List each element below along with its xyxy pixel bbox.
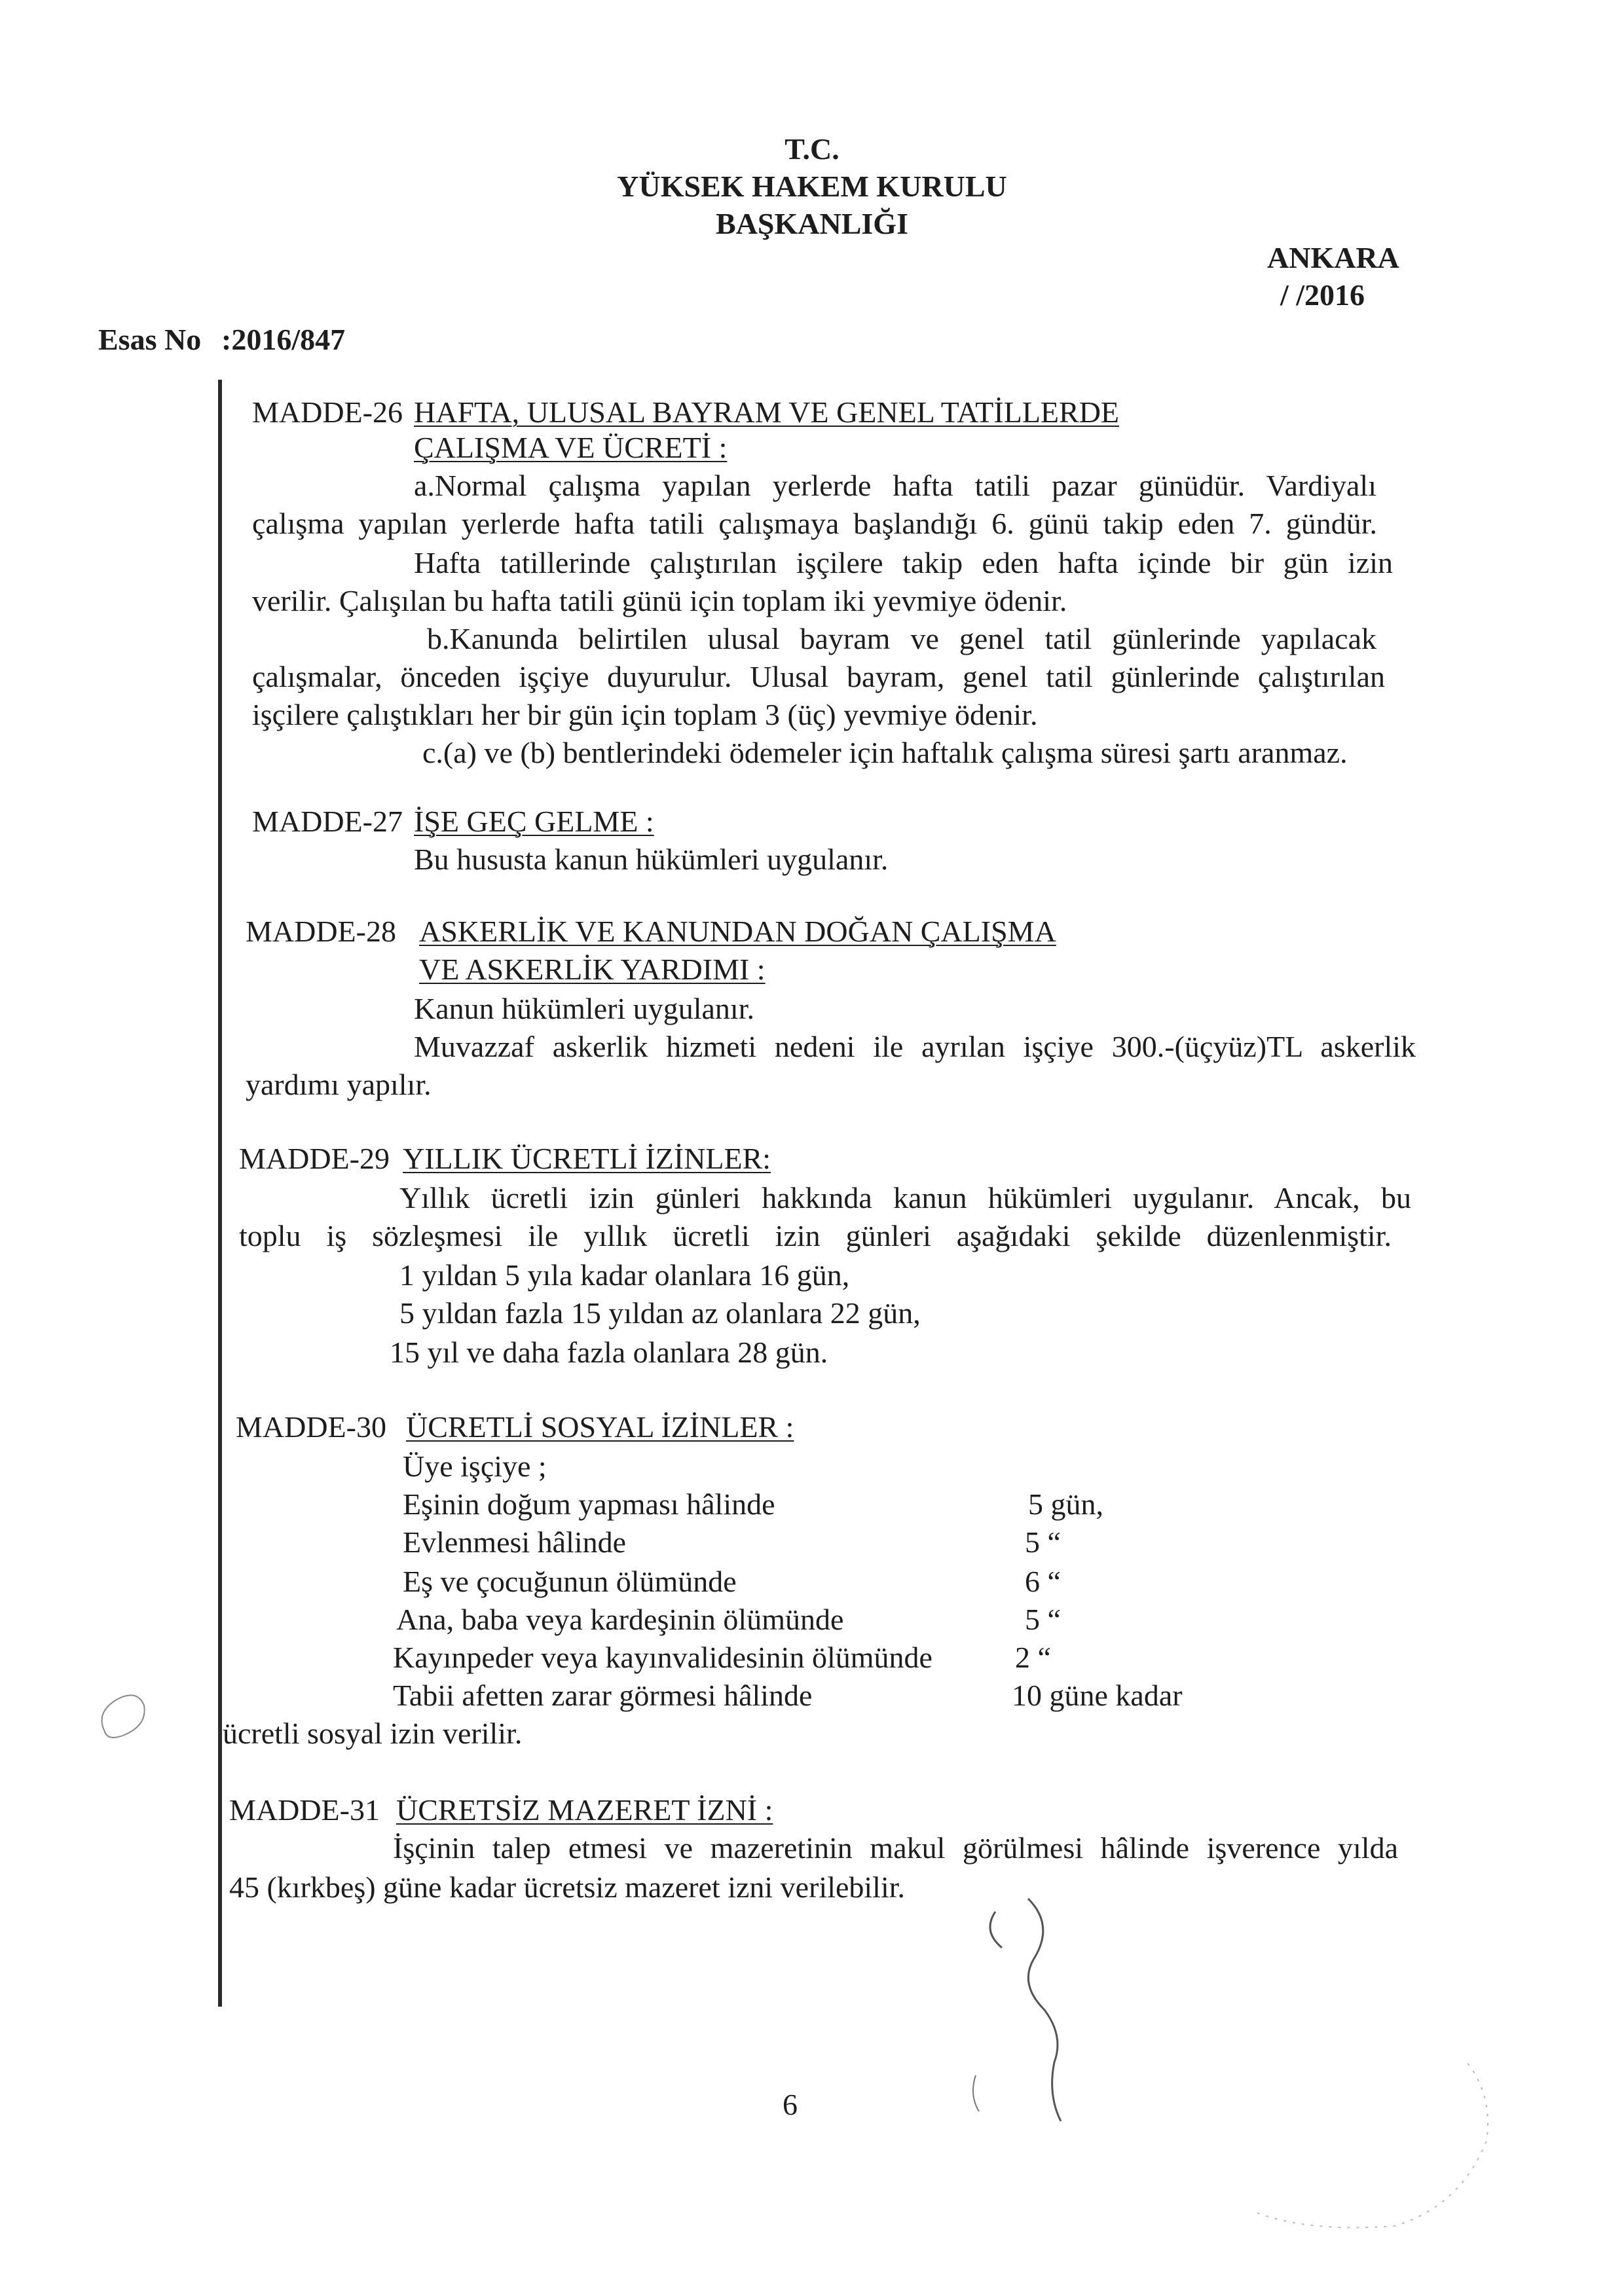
leave-label: Evlenmesi hâlinde	[403, 1525, 627, 1559]
article-31-line: İşçinin talep etmesi ve mazeretinin makul görülmesi hâlinde işverence yılda	[393, 1831, 1398, 1865]
article-26-title-cont: ÇALIŞMA VE ÜCRETİ :	[414, 431, 728, 464]
esas-value: :2016/847	[221, 323, 346, 356]
handwritten-signature	[956, 1886, 1100, 2134]
article-29-line: 5 yıldan fazla 15 yıldan az olanlara 22 gün,	[399, 1296, 921, 1330]
page-number: 6	[783, 2088, 798, 2121]
article-26-para-c: c.(a) ve (b) bentlerindeki ödemeler için haftalık çalışma süresi şartı aranmaz.	[422, 736, 1348, 769]
article-29-title: YILLIK ÜCRETLİ İZİNLER:	[403, 1142, 771, 1175]
article-28-line: Muvazzaf askerlik hizmeti nedeni ile ayrılan işçiye 300.-(üçyüz)TL askerlik	[414, 1030, 1416, 1063]
article-26-title: HAFTA, ULUSAL BAYRAM VE GENEL TATİLLERDE	[414, 395, 1120, 429]
article-30-intro: Üye işçiye ;	[403, 1449, 547, 1483]
article-28-title-cont: VE ASKERLİK YARDIMI :	[419, 953, 766, 986]
article-31-title: ÜCRETSİZ MAZERET İZNİ :	[396, 1793, 773, 1827]
article-30-number: MADDE-30	[236, 1410, 386, 1444]
article-26-line: Hafta tatillerinde çalıştırılan işçilere takip eden hafta içinde bir gün izin	[414, 546, 1393, 579]
article-29-number: MADDE-29	[239, 1142, 390, 1175]
esas-label: Esas No	[98, 323, 202, 356]
article-28-title: ASKERLİK VE KANUNDAN DOĞAN ÇALIŞMA	[419, 915, 1056, 948]
leave-value: 6 “	[1025, 1565, 1061, 1598]
article-27-number: MADDE-27	[252, 805, 403, 838]
leave-label: Eşinin doğum yapması hâlinde	[403, 1487, 775, 1521]
article-26-number: MADDE-26	[252, 395, 403, 429]
margin-rule	[218, 380, 222, 2007]
article-31-number: MADDE-31	[229, 1793, 380, 1827]
article-28-number: MADDE-28	[246, 915, 396, 948]
leave-value: 5 gün,	[1028, 1487, 1103, 1521]
header-date: / /2016	[1280, 278, 1365, 312]
header-city: ANKARA	[1267, 241, 1399, 274]
leave-value: 2 “	[1015, 1641, 1051, 1674]
article-26-line: verilir. Çalışılan bu hafta tatili günü için toplam iki yevmiye ödenir.	[252, 584, 1067, 617]
leave-value: 5 “	[1025, 1603, 1061, 1636]
margin-mark	[85, 1679, 170, 1751]
article-28-line: yardımı yapılır.	[246, 1068, 432, 1101]
article-29-line: toplu iş sözleşmesi ile yıllık ücretli izin günleri aşağıdaki şekilde düzenlenmiştir.	[239, 1219, 1392, 1252]
article-29-line: 15 yıl ve daha fazla olanlara 28 gün.	[390, 1336, 828, 1369]
article-29-line: 1 yıldan 5 yıla kadar olanlara 16 gün,	[399, 1258, 850, 1292]
article-31-line: 45 (kırkbeş) güne kadar ücretsiz mazeret izni verilebilir.	[229, 1870, 906, 1904]
article-26-line: çalışmalar, önceden işçiye duyurulur. Ulusal bayram, genel tatil günlerinde çalıştırılan	[252, 660, 1385, 693]
article-30-title: ÜCRETLİ SOSYAL İZİNLER :	[406, 1410, 794, 1444]
leave-label: Kayınpeder veya kayınvalidesinin ölümünde	[393, 1641, 932, 1674]
leave-label: Tabii afetten zarar görmesi hâlinde	[393, 1679, 813, 1712]
article-26-para-a: a.Normal çalışma yapılan yerlerde hafta tatili pazar günüdür. Vardiyalı	[414, 469, 1376, 502]
article-28-line: Kanun hükümleri uygulanır.	[414, 992, 754, 1025]
article-27-line: Bu hususta kanun hükümleri uygulanır.	[414, 843, 889, 876]
leave-label: Eş ve çocuğunun ölümünde	[403, 1565, 737, 1598]
header-department: BAŞKANLIĞI	[716, 207, 908, 240]
article-26-para-b: b.Kanunda belirtilen ulusal bayram ve genel tatil günlerinde yapılacak	[427, 622, 1376, 655]
article-27-title: İŞE GEÇ GELME :	[414, 805, 654, 838]
article-26-line: çalışma yapılan yerlerde hafta tatili çalışmaya başlandığı 6. günü takip eden 7. gündür.	[252, 507, 1377, 540]
leave-label: Ana, baba veya kardeşinin ölümünde	[396, 1603, 844, 1636]
article-29-line: Yıllık ücretli izin günleri hakkında kanun hükümleri uygulanır. Ancak, bu	[399, 1181, 1411, 1214]
leave-value: 5 “	[1025, 1525, 1061, 1559]
article-30-outro: ücretli sosyal izin verilir.	[223, 1717, 523, 1750]
header-institution: YÜKSEK HAKEM KURULU	[617, 170, 1007, 203]
leave-value: 10 güne kadar	[1012, 1679, 1183, 1712]
header-tc: T.C.	[784, 132, 840, 166]
faint-stamp-trace	[1231, 2043, 1506, 2239]
article-26-line: işçilere çalıştıkları her bir gün için toplam 3 (üç) yevmiye ödenir.	[252, 698, 1038, 731]
